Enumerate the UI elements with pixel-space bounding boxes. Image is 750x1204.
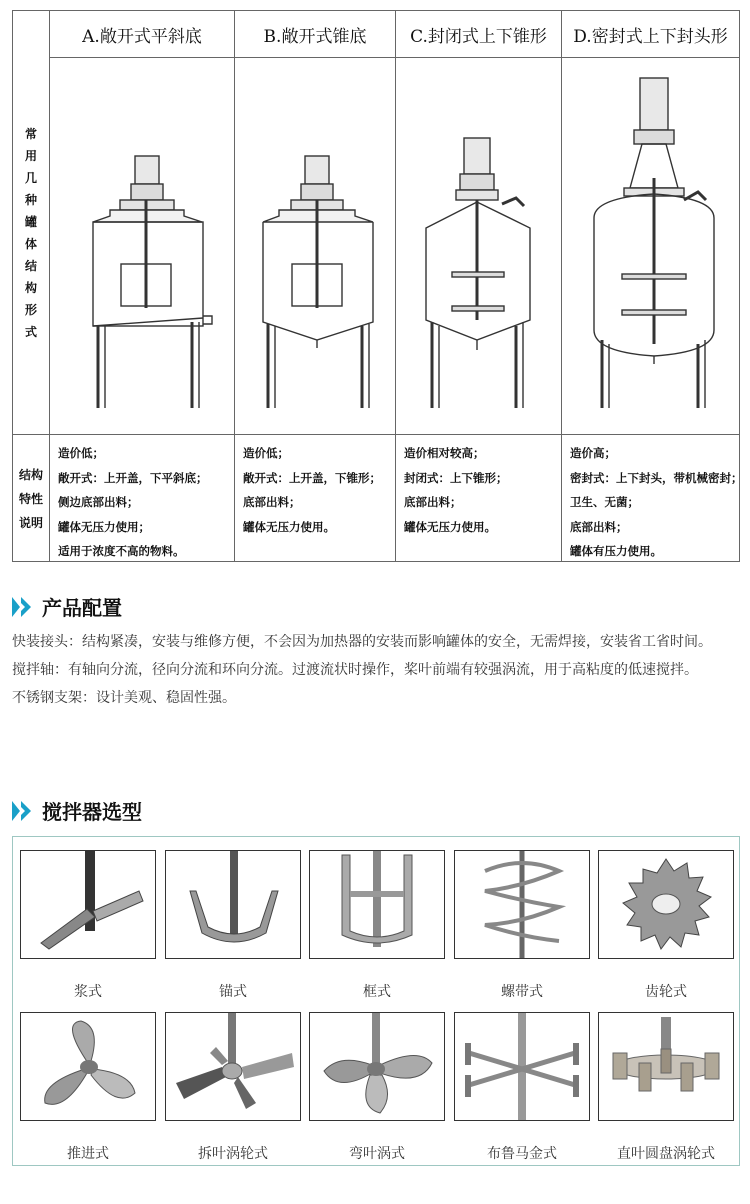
agitator-curved-blade: 弯叶涡式 — [309, 1012, 445, 1163]
config-text — [12, 628, 740, 712]
agitator-heading — [12, 796, 142, 825]
tank-diagram-c — [396, 58, 561, 433]
agitator-propeller: 推进式 — [20, 1012, 156, 1163]
desc-b: 造价低； 敞开式：上开盖，下锥形； 底部出料； 罐体无压力使用。 — [243, 446, 381, 534]
tank-diagram-a — [50, 58, 234, 433]
agitator-frame: 框式 — [309, 850, 445, 1001]
tank-diagram-b — [235, 58, 395, 433]
column-title-a: A.敞开式平斜底 — [82, 26, 202, 47]
column-title-d: D.密封式上下封头形 — [573, 26, 728, 47]
config-line-connector: 快装接头：结构紧凑，安装与维修方便，不会因为加热器的安装而影响罐体的安全，无需焊接，安装省工省时间。 — [12, 634, 712, 650]
agitator-grid — [12, 836, 740, 1166]
agitator-title: 搅拌器选型 — [42, 800, 142, 824]
chevron-right-icon — [12, 801, 34, 821]
tank-diagram-d — [562, 58, 739, 433]
agitator-sawtooth: 齿轮式 — [598, 850, 734, 1001]
config-title: 产品配置 — [42, 596, 122, 620]
tank-structure-table — [12, 10, 743, 562]
agitator-paddle: 浆式 — [20, 850, 156, 1001]
chevron-right-icon — [12, 597, 34, 617]
side-label-structure: 常 用 几 种 罐 体 结 构 形 式 — [24, 127, 37, 339]
desc-d: 造价高； 密封式：上下封头，带机械密封； 卫生、无菌； 底部出料； 罐体有压力使用。 — [570, 446, 743, 558]
config-line-bracket: 不锈钢支架：设计美观、稳固性强。 — [12, 690, 236, 706]
agitator-anchor: 锚式 — [165, 850, 301, 1001]
column-title-b: B.敞开式锥底 — [263, 26, 367, 47]
config-heading — [12, 592, 122, 621]
agitator-rushton: 直叶圆盘涡轮式 — [598, 1012, 734, 1163]
column-title-c: C.封闭式上下锥形 — [410, 26, 547, 47]
agitator-brumagin: 布鲁马金式 — [454, 1012, 590, 1163]
desc-a: 造价低； 敞开式：上开盖，下平斜底； 侧边底部出料； 罐体无压力使用； 适用于浓度不高的物料。 — [58, 446, 208, 558]
config-line-shaft: 搅拌轴：有轴向分流，径向分流和环向分流。过渡流状时操作，桨叶前端有较强涡流，用于高粘度的低速搅拌。 — [12, 662, 698, 678]
agitator-pitched-turbine: 拆叶涡轮式 — [165, 1012, 301, 1163]
side-label-features: 结构 特性 说明 — [18, 468, 43, 530]
agitator-ribbon: 螺带式 — [454, 850, 590, 1001]
desc-c: 造价相对较高； 封闭式：上下锥形； 底部出料； 罐体无压力使用。 — [404, 446, 508, 534]
